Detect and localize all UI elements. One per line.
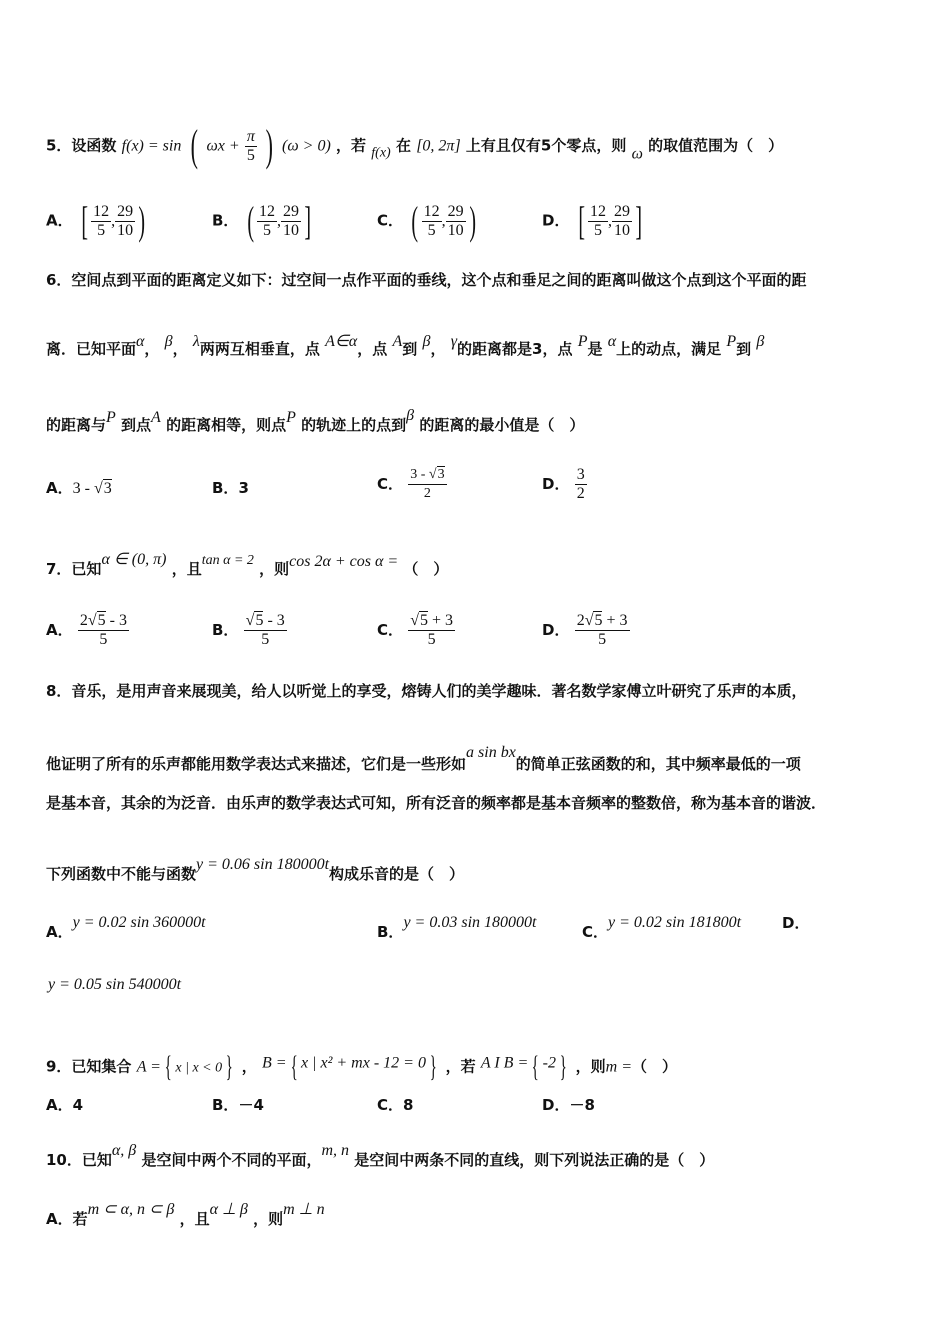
question-10: 10．已知α, β 是空间中两个不同的平面，m, n 是空间中两条不同的直线，则下列说法正确的是（ ） <box>46 1142 715 1169</box>
question-8-line2: 他证明了所有的乐声都能用数学表达式来描述，它们是一些形如a sin bx的简单正弦函数的和，其中频率最低的一项 <box>46 744 801 773</box>
q5-inner-expr: ωx + <box>206 137 240 155</box>
question-6-line2: 离．已知平面α， β， λ两两互相垂直，点 A∈α，点 A到 β， γ的距离都是3，点 P是 α上的动点，满足 P到 β <box>46 333 765 358</box>
q5-stem: 5．设函数 <box>46 136 117 155</box>
q6-option-a[interactable]: A．3 - √3 <box>46 479 112 497</box>
question-6-line1: 6．空间点到平面的距离定义如下：过空间一点作平面的垂线，这个点和垂足之间的距离叫做这个点到这个平面的距 <box>46 271 807 289</box>
q7-option-c[interactable]: C． $\frac{√5 + 3}{5}$ <box>377 612 454 648</box>
q8-option-a[interactable]: A．y = 0.02 sin 360000t <box>46 914 206 941</box>
q9-option-c[interactable]: C．8 <box>377 1096 414 1114</box>
q5-interval: [0, 2π] <box>416 137 461 155</box>
q5-function: f(x) = sin <box>121 137 182 155</box>
question-8-line1: 8．音乐，是用声音来展现美，给人以听觉上的享受，熔铸人们的美学趣味．著名数学家傅立叶研究了乐声的本质， <box>46 682 807 700</box>
q9-option-d[interactable]: D．－8 <box>542 1096 595 1114</box>
q5-option-b[interactable]: B． ( $\frac{12}{5}$ , $\frac{29}{10}$ ] <box>212 198 311 243</box>
question-8-line3: 是基本音，其余的为泛音．由乐声的数学表达式可知，所有泛音的频率都是基本音频率的整数倍，称为基本音的谐波． <box>46 794 827 812</box>
q8-option-b[interactable]: B．y = 0.03 sin 180000t <box>377 914 537 941</box>
q8-option-d-label[interactable]: D． <box>782 914 810 932</box>
q5-option-c[interactable]: C． ( $\frac{12}{5}$ , $\frac{29}{10}$ ) <box>377 198 476 243</box>
question-7: 7．已知α ∈ (0, π) ，且tan α = 2 ，则cos 2α + cos α = （ ） <box>46 551 449 578</box>
q5-option-d[interactable]: D． [ $\frac{12}{5}$ , $\frac{29}{10}$ ] <box>542 198 643 243</box>
q5-option-a[interactable]: A． [ $\frac{12}{5}$ , $\frac{29}{10}$ ) <box>46 198 146 243</box>
q9-option-b[interactable]: B．－4 <box>212 1096 264 1114</box>
q7-option-d[interactable]: D． $\frac{2√5 + 3}{5}$ <box>542 612 628 648</box>
q6-option-b[interactable]: B．3 <box>212 479 249 497</box>
q9-option-a[interactable]: A．4 <box>46 1096 84 1114</box>
question-6-line3: 的距离与P 到点A 的距离相等，则点P 的轨迹上的点到β 的距离的最小值是（ ） <box>46 407 585 434</box>
q7-option-b[interactable]: B． $\frac{√5 - 3}{5}$ <box>212 612 285 648</box>
question-8-line4: 下列函数中不能与函数y = 0.06 sin 180000t构成乐音的是（ ） <box>46 856 465 883</box>
question-5: 5．设函数 f(x) = sin ( ωx + $\frac{\pi}{5}$ ) (ω > 0) ，若 f(x) 在 [0, 2π] 上有且仅有5个零点，则 ω 的取值范围为（ ） <box>46 121 784 170</box>
q10-option-a[interactable]: A．若m ⊂ α, n ⊂ β ，且α ⊥ β ，则m ⊥ n <box>46 1201 325 1228</box>
q5-condition: (ω > 0) <box>282 137 331 155</box>
question-9: 9．已知集合 A = { x | x < 0 } ， B = { x | x² + mx - 12 = 0 } ，若 A I B = { -2 } ，则m =（ ） <box>46 1050 678 1083</box>
q5-pi-fraction: $\frac{\pi}{5}$ <box>246 127 255 164</box>
q8-option-d-expr[interactable]: y = 0.05 sin 540000t <box>48 976 182 993</box>
q6-option-c[interactable]: C． $\frac{3 - √3}{2}$ <box>377 467 445 501</box>
q7-option-a[interactable]: A． $\frac{2√5 - 3}{5}$ <box>46 612 127 648</box>
q6-option-d[interactable]: D． $\frac{3}{2}$ <box>542 466 585 502</box>
q8-option-c[interactable]: C．y = 0.02 sin 181800t <box>582 914 742 941</box>
